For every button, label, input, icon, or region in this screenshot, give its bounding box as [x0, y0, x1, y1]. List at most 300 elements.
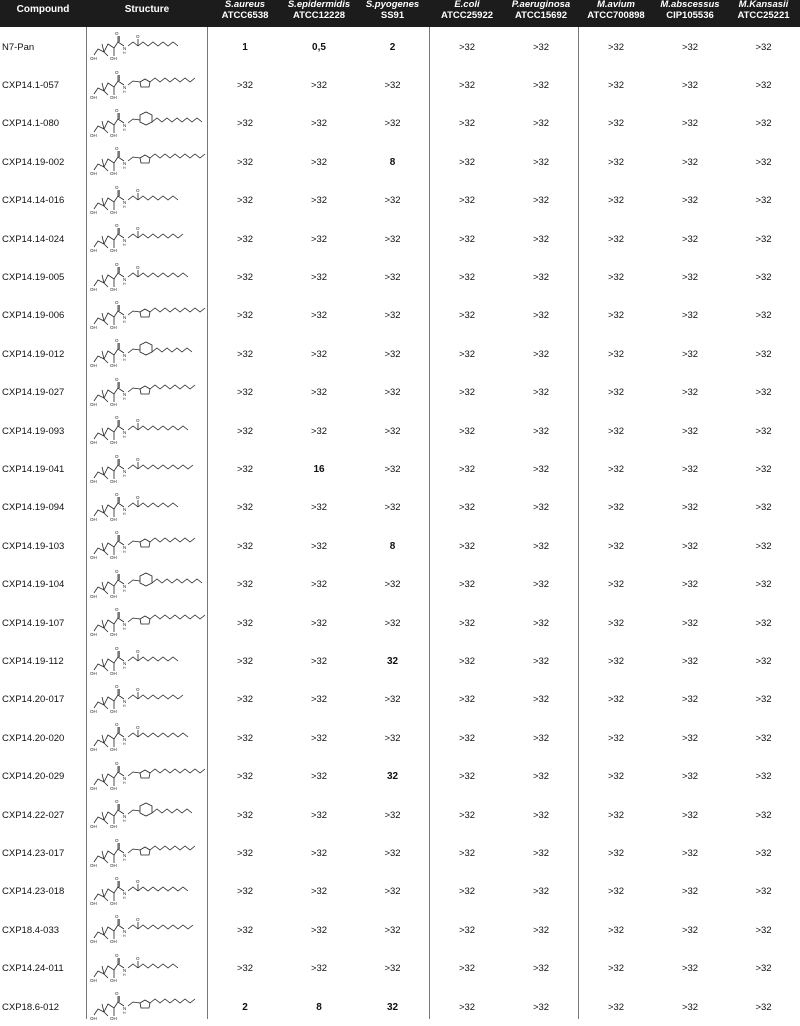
- mic-value: >32: [681, 694, 699, 706]
- svg-text:N: N: [123, 622, 127, 628]
- mic-value: >32: [458, 310, 476, 322]
- svg-text:OH: OH: [110, 478, 117, 484]
- compound-name: CXP14.1-057: [2, 80, 60, 92]
- svg-text:OH: OH: [90, 516, 97, 522]
- mic-value: >32: [384, 617, 401, 629]
- mic-value: 1: [242, 41, 248, 53]
- mic-value: 8: [389, 156, 396, 168]
- svg-text:OH: OH: [90, 593, 97, 599]
- svg-text:OH: OH: [90, 670, 97, 676]
- mic-value: >32: [532, 771, 550, 783]
- mic-value: >32: [607, 886, 625, 898]
- mic-value: >32: [458, 848, 476, 860]
- chemical-structure-icon: [88, 68, 206, 104]
- structure-cell: [87, 335, 207, 373]
- svg-text:OH: OH: [110, 977, 117, 983]
- svg-text:O: O: [115, 415, 119, 421]
- mic-value: >32: [607, 195, 625, 207]
- svg-text:OH: OH: [110, 555, 117, 561]
- mic-value: >32: [532, 272, 550, 284]
- table-row: [0, 873, 800, 911]
- table-row: [0, 796, 800, 834]
- compound-name: CXP14.19-002: [2, 156, 65, 168]
- mic-value: >32: [310, 924, 328, 936]
- column-header-title: M.abscessus: [660, 0, 720, 10]
- mic-value: >32: [681, 1001, 699, 1013]
- structure-cell: [87, 758, 207, 796]
- mic-value: >32: [384, 579, 401, 591]
- chemical-structure-icon: [88, 567, 206, 603]
- svg-text:O: O: [115, 530, 119, 536]
- mic-value: >32: [607, 387, 625, 399]
- svg-text:N: N: [123, 967, 127, 973]
- svg-text:O: O: [115, 722, 119, 728]
- mic-value: >32: [458, 156, 476, 168]
- mic-value: >32: [755, 579, 772, 591]
- structure-cell: [87, 143, 207, 181]
- structure-cell: [87, 105, 207, 143]
- mic-value: 32: [386, 771, 399, 783]
- svg-text:N: N: [123, 46, 127, 52]
- table-row: [0, 758, 800, 796]
- svg-text:O: O: [115, 683, 119, 689]
- compound-name: CXP14.19-103: [2, 540, 65, 552]
- mic-value: >32: [236, 502, 254, 514]
- mic-value: >32: [607, 233, 625, 245]
- svg-text:OH: OH: [110, 632, 117, 638]
- mic-value: >32: [681, 425, 699, 437]
- table-row: [0, 297, 800, 335]
- mic-value: 2: [389, 41, 396, 53]
- mic-value: >32: [458, 195, 476, 207]
- mic-value: >32: [532, 118, 550, 130]
- mic-value: >32: [310, 848, 328, 860]
- mic-value: >32: [384, 348, 401, 360]
- compound-name: CXP14.24-011: [2, 963, 64, 975]
- mic-value: >32: [458, 656, 476, 668]
- mic-value: >32: [607, 656, 625, 668]
- mic-value: >32: [681, 540, 699, 552]
- table-row: [0, 450, 800, 488]
- column-header-title: Compound: [16, 4, 70, 15]
- svg-text:OH: OH: [110, 94, 117, 100]
- mic-value: >32: [310, 771, 328, 783]
- mic-value: >32: [384, 732, 401, 744]
- svg-text:H: H: [123, 550, 126, 555]
- mic-value: >32: [607, 771, 625, 783]
- structure-cell: [87, 489, 207, 527]
- chemical-structure-icon: [88, 528, 206, 564]
- mic-value: >32: [384, 195, 401, 207]
- svg-text:O: O: [115, 299, 119, 305]
- structure-cell: [87, 796, 207, 834]
- mic-value: >32: [384, 233, 401, 245]
- mic-value: >32: [607, 924, 625, 936]
- structure-cell: [87, 950, 207, 988]
- mic-value: >32: [681, 118, 699, 130]
- svg-text:N: N: [123, 161, 127, 167]
- mic-value: >32: [236, 425, 254, 437]
- mic-value: >32: [755, 41, 772, 53]
- svg-text:O: O: [115, 453, 119, 459]
- mic-value: >32: [458, 41, 476, 53]
- svg-text:O: O: [115, 914, 119, 920]
- mic-value: >32: [681, 387, 699, 399]
- mic-value: >32: [458, 387, 476, 399]
- svg-text:N: N: [123, 391, 127, 397]
- svg-text:O: O: [136, 494, 140, 500]
- mic-value: >32: [681, 886, 699, 898]
- svg-text:OH: OH: [110, 747, 117, 753]
- svg-text:OH: OH: [110, 248, 117, 254]
- svg-text:OH: OH: [90, 478, 97, 484]
- mic-value: >32: [607, 848, 625, 860]
- svg-text:O: O: [115, 760, 119, 766]
- svg-text:OH: OH: [110, 1016, 117, 1022]
- mic-value: >32: [236, 732, 254, 744]
- compound-name: CXP14.23-018: [2, 886, 65, 898]
- chemical-structure-icon: [88, 797, 206, 833]
- mic-value: >32: [755, 387, 772, 399]
- svg-text:OH: OH: [90, 1016, 97, 1022]
- chemical-structure-icon: [88, 720, 206, 756]
- svg-text:O: O: [115, 645, 119, 651]
- chemical-structure-icon: [88, 951, 206, 987]
- mic-value: >32: [532, 694, 550, 706]
- compound-name: CXP14.19-005: [2, 272, 65, 284]
- column-header-title: M.avium: [596, 0, 635, 10]
- structure-cell: [87, 220, 207, 258]
- table-row: [0, 220, 800, 258]
- svg-text:N: N: [123, 698, 127, 704]
- mic-value: >32: [755, 118, 772, 130]
- mic-value: >32: [458, 963, 476, 975]
- svg-text:H: H: [123, 89, 126, 94]
- svg-text:OH: OH: [110, 670, 117, 676]
- mic-value: >32: [755, 195, 772, 207]
- mic-value: >32: [755, 771, 772, 783]
- mic-value: >32: [607, 156, 625, 168]
- svg-text:O: O: [136, 456, 140, 462]
- svg-text:OH: OH: [110, 900, 117, 906]
- svg-text:H: H: [123, 166, 126, 171]
- table-row: [0, 911, 800, 949]
- mic-value: >32: [607, 617, 625, 629]
- mic-value: 32: [386, 1001, 399, 1013]
- svg-text:N: N: [123, 506, 127, 512]
- mic-value: >32: [755, 963, 772, 975]
- svg-text:O: O: [136, 648, 140, 654]
- mic-value: >32: [607, 579, 625, 591]
- compound-name: CXP14.19-107: [2, 617, 65, 629]
- mic-value: >32: [681, 732, 699, 744]
- mic-value: >32: [532, 540, 550, 552]
- structure-cell: [87, 566, 207, 604]
- mic-value: >32: [532, 617, 550, 629]
- svg-text:OH: OH: [110, 363, 117, 369]
- mic-value: >32: [755, 848, 772, 860]
- svg-text:O: O: [115, 146, 119, 152]
- mic-value: >32: [310, 617, 328, 629]
- column-header: [87, 0, 207, 27]
- compound-name: CXP14.20-029: [2, 771, 65, 783]
- mic-value: >32: [681, 617, 699, 629]
- mic-value: >32: [755, 233, 772, 245]
- svg-text:OH: OH: [110, 785, 117, 791]
- mic-value: >32: [458, 272, 476, 284]
- svg-text:OH: OH: [90, 632, 97, 638]
- svg-text:OH: OH: [110, 209, 117, 215]
- table-row: [0, 335, 800, 373]
- mic-value: >32: [236, 963, 254, 975]
- chemical-structure-icon: [88, 106, 206, 142]
- mic-value: 8: [316, 1001, 322, 1013]
- compound-name: CXP18.4-033: [2, 924, 60, 936]
- svg-text:O: O: [115, 837, 119, 843]
- mic-value: >32: [532, 809, 550, 821]
- structure-cell: [87, 28, 207, 66]
- mic-value: >32: [755, 924, 772, 936]
- mic-value: >32: [458, 425, 476, 437]
- mic-value: >32: [681, 963, 699, 975]
- chemical-structure-icon: [88, 605, 206, 641]
- column-header: [653, 0, 727, 27]
- svg-text:OH: OH: [90, 363, 97, 369]
- structure-cell: [87, 527, 207, 565]
- column-divider: [429, 27, 430, 1019]
- mic-value: >32: [755, 656, 772, 668]
- compound-name: CXP14.19-104: [2, 579, 65, 591]
- table-row: [0, 566, 800, 604]
- mic-value: >32: [236, 348, 254, 360]
- svg-text:OH: OH: [90, 440, 97, 446]
- mic-value: >32: [236, 233, 254, 245]
- mic-value: >32: [755, 156, 772, 168]
- svg-text:OH: OH: [110, 593, 117, 599]
- svg-text:OH: OH: [90, 171, 97, 177]
- mic-value: >32: [236, 848, 254, 860]
- mic-value: >32: [607, 1001, 625, 1013]
- mic-value: >32: [310, 233, 328, 245]
- svg-text:OH: OH: [110, 516, 117, 522]
- mic-value: >32: [681, 848, 699, 860]
- svg-text:H: H: [123, 1011, 126, 1016]
- svg-text:OH: OH: [110, 824, 117, 830]
- chemical-structure-icon: [88, 413, 206, 449]
- svg-text:N: N: [123, 814, 127, 820]
- structure-cell: [87, 834, 207, 872]
- svg-text:OH: OH: [90, 324, 97, 330]
- svg-text:O: O: [136, 955, 140, 961]
- mic-value: >32: [681, 348, 699, 360]
- mic-value: >32: [681, 310, 699, 322]
- mic-value: >32: [532, 348, 550, 360]
- structure-cell: [87, 911, 207, 949]
- mic-value: 8: [389, 540, 396, 552]
- chemical-structure-icon: [88, 221, 206, 257]
- table-row: [0, 143, 800, 181]
- svg-text:N: N: [123, 583, 127, 589]
- svg-text:O: O: [115, 875, 119, 881]
- svg-text:OH: OH: [90, 900, 97, 906]
- compound-name: CXP14.14-016: [2, 195, 65, 207]
- svg-text:OH: OH: [90, 94, 97, 100]
- svg-text:OH: OH: [90, 862, 97, 868]
- mic-value: >32: [236, 617, 254, 629]
- mic-value: >32: [458, 540, 476, 552]
- mic-value: >32: [310, 502, 328, 514]
- compound-name: CXP14.1-080: [2, 118, 60, 130]
- mic-value: >32: [236, 694, 254, 706]
- mic-value: >32: [681, 656, 699, 668]
- column-header-title: S.epidermidis: [287, 0, 351, 10]
- column-header: [282, 0, 356, 27]
- chemical-structure-icon: [88, 644, 206, 680]
- mic-value: >32: [458, 348, 476, 360]
- mic-value: >32: [755, 617, 772, 629]
- mic-value: >32: [681, 502, 699, 514]
- column-header: [430, 0, 504, 27]
- mic-value: >32: [681, 809, 699, 821]
- svg-text:O: O: [115, 223, 119, 229]
- svg-text:O: O: [136, 34, 140, 40]
- svg-text:N: N: [123, 929, 127, 935]
- table-row: [0, 28, 800, 66]
- svg-text:H: H: [123, 972, 126, 977]
- svg-text:OH: OH: [110, 440, 117, 446]
- svg-text:H: H: [123, 857, 126, 862]
- table-row: [0, 988, 800, 1026]
- column-divider: [86, 27, 87, 1019]
- svg-text:H: H: [123, 473, 126, 478]
- chemical-structure-icon: [88, 490, 206, 526]
- mic-value: >32: [532, 656, 550, 668]
- mic-value: >32: [532, 233, 550, 245]
- mic-value: >32: [681, 771, 699, 783]
- svg-text:H: H: [123, 934, 126, 939]
- column-header-strain: ATCC700898: [587, 9, 645, 21]
- mic-value: >32: [755, 80, 772, 92]
- mic-value: >32: [236, 156, 254, 168]
- mic-value: >32: [607, 464, 625, 476]
- mic-value: >32: [607, 732, 625, 744]
- svg-text:O: O: [136, 686, 140, 692]
- svg-text:OH: OH: [110, 939, 117, 945]
- svg-text:O: O: [115, 491, 119, 497]
- svg-text:OH: OH: [90, 977, 97, 983]
- svg-text:O: O: [136, 264, 140, 270]
- mic-value: >32: [310, 694, 328, 706]
- table-row: [0, 105, 800, 143]
- svg-text:H: H: [123, 281, 126, 286]
- mic-value: >32: [607, 425, 625, 437]
- mic-value: >32: [532, 1001, 550, 1013]
- chemical-structure-icon: [88, 375, 206, 411]
- mic-value: 0,5: [312, 41, 326, 53]
- mic-value: >32: [310, 579, 328, 591]
- column-header-strain: CIP105536: [666, 9, 714, 21]
- column-header-title: S.aureus: [224, 0, 266, 10]
- svg-text:O: O: [115, 69, 119, 75]
- mic-value: >32: [532, 886, 550, 898]
- column-header-strain: ATCC15692: [514, 9, 568, 21]
- table-row: [0, 374, 800, 412]
- svg-text:OH: OH: [90, 708, 97, 714]
- mic-value: >32: [310, 387, 328, 399]
- svg-text:H: H: [123, 435, 126, 440]
- column-header-title: S.pyogenes: [365, 0, 420, 10]
- svg-text:H: H: [123, 780, 126, 785]
- column-header: [504, 0, 578, 27]
- svg-text:H: H: [123, 895, 126, 900]
- mic-value: >32: [532, 502, 550, 514]
- mic-value: >32: [310, 156, 328, 168]
- mic-value: >32: [607, 272, 625, 284]
- mic-value: >32: [532, 387, 550, 399]
- compound-name: CXP14.20-020: [2, 732, 65, 744]
- table-header: [0, 0, 800, 27]
- svg-text:N: N: [123, 353, 127, 359]
- mic-value: 2: [242, 1001, 248, 1013]
- svg-text:OH: OH: [90, 286, 97, 292]
- mic-value: >32: [755, 694, 772, 706]
- svg-text:H: H: [123, 204, 126, 209]
- mic-value: >32: [458, 617, 476, 629]
- svg-text:O: O: [136, 226, 140, 232]
- table-row: [0, 719, 800, 757]
- mic-value: >32: [607, 540, 625, 552]
- mic-value: >32: [236, 80, 254, 92]
- chemical-structure-icon: [88, 183, 206, 219]
- mic-value: >32: [458, 502, 476, 514]
- column-header: [356, 0, 429, 27]
- mic-value: >32: [236, 195, 254, 207]
- mic-value: >32: [532, 310, 550, 322]
- structure-cell: [87, 604, 207, 642]
- mic-value: >32: [236, 540, 254, 552]
- table-row: [0, 182, 800, 220]
- svg-text:H: H: [123, 627, 126, 632]
- mic-value: >32: [458, 464, 476, 476]
- mic-value: >32: [384, 963, 401, 975]
- svg-text:OH: OH: [90, 132, 97, 138]
- structure-cell: [87, 297, 207, 335]
- mic-value: 32: [386, 656, 399, 668]
- column-header: [579, 0, 653, 27]
- mic-value: >32: [384, 80, 401, 92]
- svg-text:O: O: [115, 568, 119, 574]
- structure-cell: [87, 258, 207, 296]
- svg-text:O: O: [115, 607, 119, 613]
- mic-value: >32: [236, 771, 254, 783]
- compound-name: CXP14.19-094: [2, 502, 65, 514]
- mic-value: >32: [607, 80, 625, 92]
- mic-value: >32: [310, 963, 328, 975]
- mic-value: >32: [310, 886, 328, 898]
- column-header: [0, 0, 86, 27]
- mic-value: >32: [681, 80, 699, 92]
- compound-name: CXP14.19-112: [2, 656, 64, 668]
- chemical-structure-icon: [88, 298, 206, 334]
- mic-value: >32: [681, 41, 699, 53]
- structure-cell: [87, 374, 207, 412]
- mic-value: >32: [458, 924, 476, 936]
- svg-text:H: H: [123, 243, 126, 248]
- column-header: [727, 0, 800, 27]
- mic-value: >32: [458, 579, 476, 591]
- compound-name: N7-Pan: [2, 41, 35, 53]
- mic-value: >32: [384, 387, 401, 399]
